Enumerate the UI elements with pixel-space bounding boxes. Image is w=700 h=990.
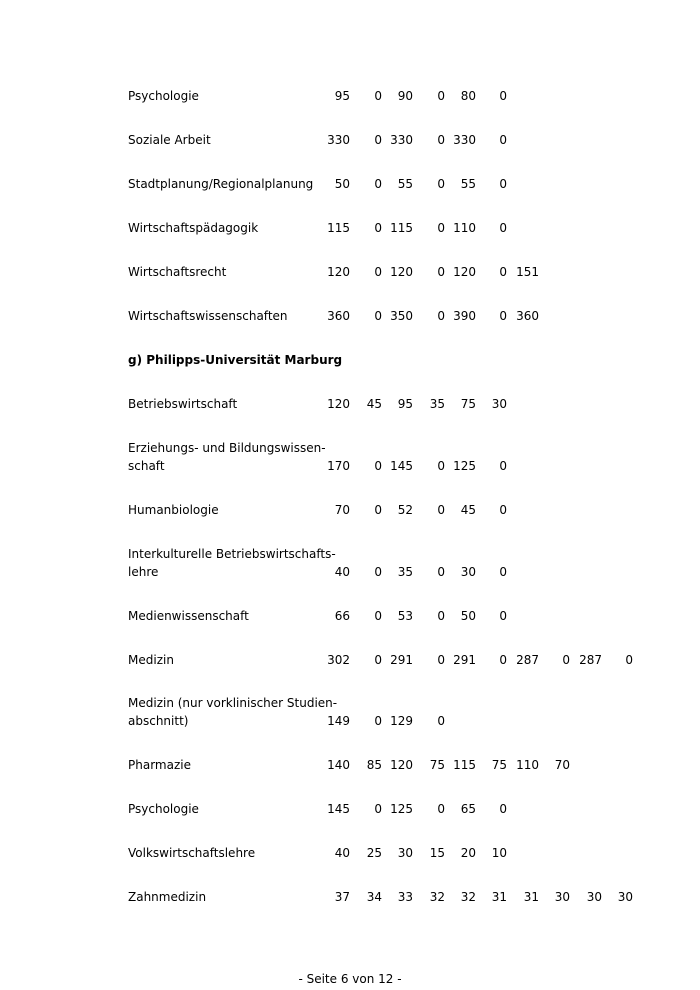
value-cell: 32 — [460, 890, 476, 904]
table-row — [0, 307, 700, 327]
value-cell: 0 — [374, 503, 382, 517]
table-row — [0, 844, 700, 864]
value-cell: 30 — [397, 846, 413, 860]
course-name-continuation: schaft — [128, 459, 165, 473]
table-row — [0, 263, 700, 283]
value-cell: 66 — [334, 609, 350, 623]
value-cell: 0 — [437, 265, 445, 279]
value-cell: 330 — [390, 133, 413, 147]
value-cell: 120 — [327, 397, 350, 411]
course-name: Wirtschaftsrecht — [128, 265, 227, 279]
value-cell: 52 — [397, 503, 413, 517]
value-cell: 0 — [374, 565, 382, 579]
value-cell: 0 — [374, 221, 382, 235]
value-cell: 0 — [437, 802, 445, 816]
value-cell: 30 — [617, 890, 633, 904]
value-cell: 129 — [390, 714, 413, 728]
value-cell: 120 — [390, 265, 413, 279]
value-cell: 0 — [625, 653, 633, 667]
course-name: Pharmazie — [128, 758, 191, 772]
course-name: Soziale Arbeit — [128, 133, 211, 147]
value-cell: 0 — [499, 221, 507, 235]
value-cell: 32 — [429, 890, 445, 904]
value-cell: 0 — [374, 653, 382, 667]
course-name-continuation: abschnitt) — [128, 714, 189, 728]
value-cell: 151 — [516, 265, 539, 279]
value-cell: 0 — [499, 89, 507, 103]
value-cell: 390 — [453, 309, 476, 323]
value-cell: 31 — [523, 890, 539, 904]
value-cell: 0 — [374, 177, 382, 191]
value-cell: 55 — [460, 177, 476, 191]
table-row — [0, 547, 700, 583]
value-cell: 31 — [491, 890, 507, 904]
value-cell: 90 — [397, 89, 413, 103]
value-cell: 35 — [429, 397, 445, 411]
value-cell: 360 — [516, 309, 539, 323]
course-name: Wirtschaftspädagogik — [128, 221, 259, 235]
table-row — [0, 651, 700, 671]
value-cell: 34 — [366, 890, 382, 904]
value-cell: 70 — [554, 758, 570, 772]
value-cell: 50 — [460, 609, 476, 623]
table-row — [0, 607, 700, 627]
value-cell: 360 — [327, 309, 350, 323]
value-cell: 0 — [437, 503, 445, 517]
value-cell: 75 — [429, 758, 445, 772]
value-cell: 15 — [429, 846, 445, 860]
value-cell: 30 — [554, 890, 570, 904]
value-cell: 0 — [374, 609, 382, 623]
value-cell: 95 — [334, 89, 350, 103]
table-row — [0, 441, 700, 477]
value-cell: 170 — [327, 459, 350, 473]
page-number: - Seite 6 von 12 - — [298, 972, 402, 986]
value-cell: 85 — [366, 758, 382, 772]
value-cell: 125 — [453, 459, 476, 473]
value-cell: 0 — [499, 609, 507, 623]
value-cell: 0 — [499, 802, 507, 816]
table-row — [0, 501, 700, 521]
value-cell: 287 — [579, 653, 602, 667]
value-cell: 140 — [327, 758, 350, 772]
value-cell: 30 — [460, 565, 476, 579]
value-cell: 0 — [374, 265, 382, 279]
course-name: Stadtplanung/Regionalplanung — [128, 177, 314, 191]
value-cell: 110 — [516, 758, 539, 772]
value-cell: 115 — [327, 221, 350, 235]
value-cell: 145 — [327, 802, 350, 816]
value-cell: 0 — [374, 133, 382, 147]
course-name: Interkulturelle Betriebswirtschafts- — [128, 547, 336, 561]
value-cell: 330 — [453, 133, 476, 147]
value-cell: 75 — [460, 397, 476, 411]
value-cell: 55 — [397, 177, 413, 191]
value-cell: 95 — [397, 397, 413, 411]
table-row — [0, 131, 700, 151]
value-cell: 110 — [453, 221, 476, 235]
value-cell: 0 — [437, 177, 445, 191]
value-cell: 0 — [499, 177, 507, 191]
value-cell: 10 — [491, 846, 507, 860]
table-row — [0, 888, 700, 908]
value-cell: 35 — [397, 565, 413, 579]
value-cell: 0 — [499, 653, 507, 667]
value-cell: 0 — [499, 503, 507, 517]
value-cell: 20 — [460, 846, 476, 860]
value-cell: 291 — [390, 653, 413, 667]
table-row — [0, 756, 700, 776]
table-row — [0, 87, 700, 107]
table-row — [0, 696, 700, 732]
value-cell: 0 — [499, 265, 507, 279]
value-cell: 120 — [390, 758, 413, 772]
value-cell: 0 — [562, 653, 570, 667]
course-name: Betriebswirtschaft — [128, 397, 238, 411]
course-name: Medizin (nur vorklinischer Studien- — [128, 696, 338, 710]
value-cell: 0 — [437, 89, 445, 103]
value-cell: 37 — [334, 890, 350, 904]
value-cell: 120 — [327, 265, 350, 279]
course-name: Medienwissenschaft — [128, 609, 249, 623]
value-cell: 45 — [460, 503, 476, 517]
value-cell: 291 — [453, 653, 476, 667]
table-row — [0, 395, 700, 415]
value-cell: 0 — [437, 133, 445, 147]
value-cell: 302 — [327, 653, 350, 667]
value-cell: 0 — [374, 309, 382, 323]
value-cell: 30 — [586, 890, 602, 904]
value-cell: 25 — [366, 846, 382, 860]
value-cell: 50 — [334, 177, 350, 191]
value-cell: 149 — [327, 714, 350, 728]
value-cell: 0 — [374, 802, 382, 816]
value-cell: 115 — [453, 758, 476, 772]
value-cell: 120 — [453, 265, 476, 279]
value-cell: 0 — [437, 309, 445, 323]
course-name: Volkswirtschaftslehre — [128, 846, 256, 860]
value-cell: 65 — [460, 802, 476, 816]
value-cell: 45 — [366, 397, 382, 411]
course-name: Erziehungs- und Bildungswissen- — [128, 441, 326, 455]
value-cell: 30 — [491, 397, 507, 411]
value-cell: 80 — [460, 89, 476, 103]
value-cell: 125 — [390, 802, 413, 816]
course-name: Psychologie — [128, 802, 199, 816]
value-cell: 0 — [374, 459, 382, 473]
value-cell: 53 — [397, 609, 413, 623]
value-cell: 350 — [390, 309, 413, 323]
value-cell: 0 — [374, 714, 382, 728]
table-row — [0, 800, 700, 820]
value-cell: 70 — [334, 503, 350, 517]
value-cell: 33 — [397, 890, 413, 904]
value-cell: 0 — [499, 459, 507, 473]
value-cell: 0 — [499, 309, 507, 323]
value-cell: 287 — [516, 653, 539, 667]
value-cell: 0 — [437, 714, 445, 728]
course-name: Humanbiologie — [128, 503, 219, 517]
course-name: Psychologie — [128, 89, 199, 103]
course-name: Zahnmedizin — [128, 890, 207, 904]
value-cell: 115 — [390, 221, 413, 235]
value-cell: 40 — [334, 846, 350, 860]
value-cell: 0 — [499, 565, 507, 579]
course-name: Medizin — [128, 653, 174, 667]
table-row — [0, 175, 700, 195]
value-cell: 75 — [491, 758, 507, 772]
section-heading: g) Philipps-Universität Marburg — [128, 353, 343, 367]
table-row — [0, 219, 700, 239]
value-cell: 40 — [334, 565, 350, 579]
value-cell: 330 — [327, 133, 350, 147]
value-cell: 0 — [499, 133, 507, 147]
value-cell: 0 — [437, 565, 445, 579]
value-cell: 145 — [390, 459, 413, 473]
course-name: Wirtschaftswissenschaften — [128, 309, 288, 323]
course-name-continuation: lehre — [128, 565, 159, 579]
value-cell: 0 — [437, 459, 445, 473]
value-cell: 0 — [437, 653, 445, 667]
value-cell: 0 — [437, 221, 445, 235]
value-cell: 0 — [437, 609, 445, 623]
value-cell: 0 — [374, 89, 382, 103]
